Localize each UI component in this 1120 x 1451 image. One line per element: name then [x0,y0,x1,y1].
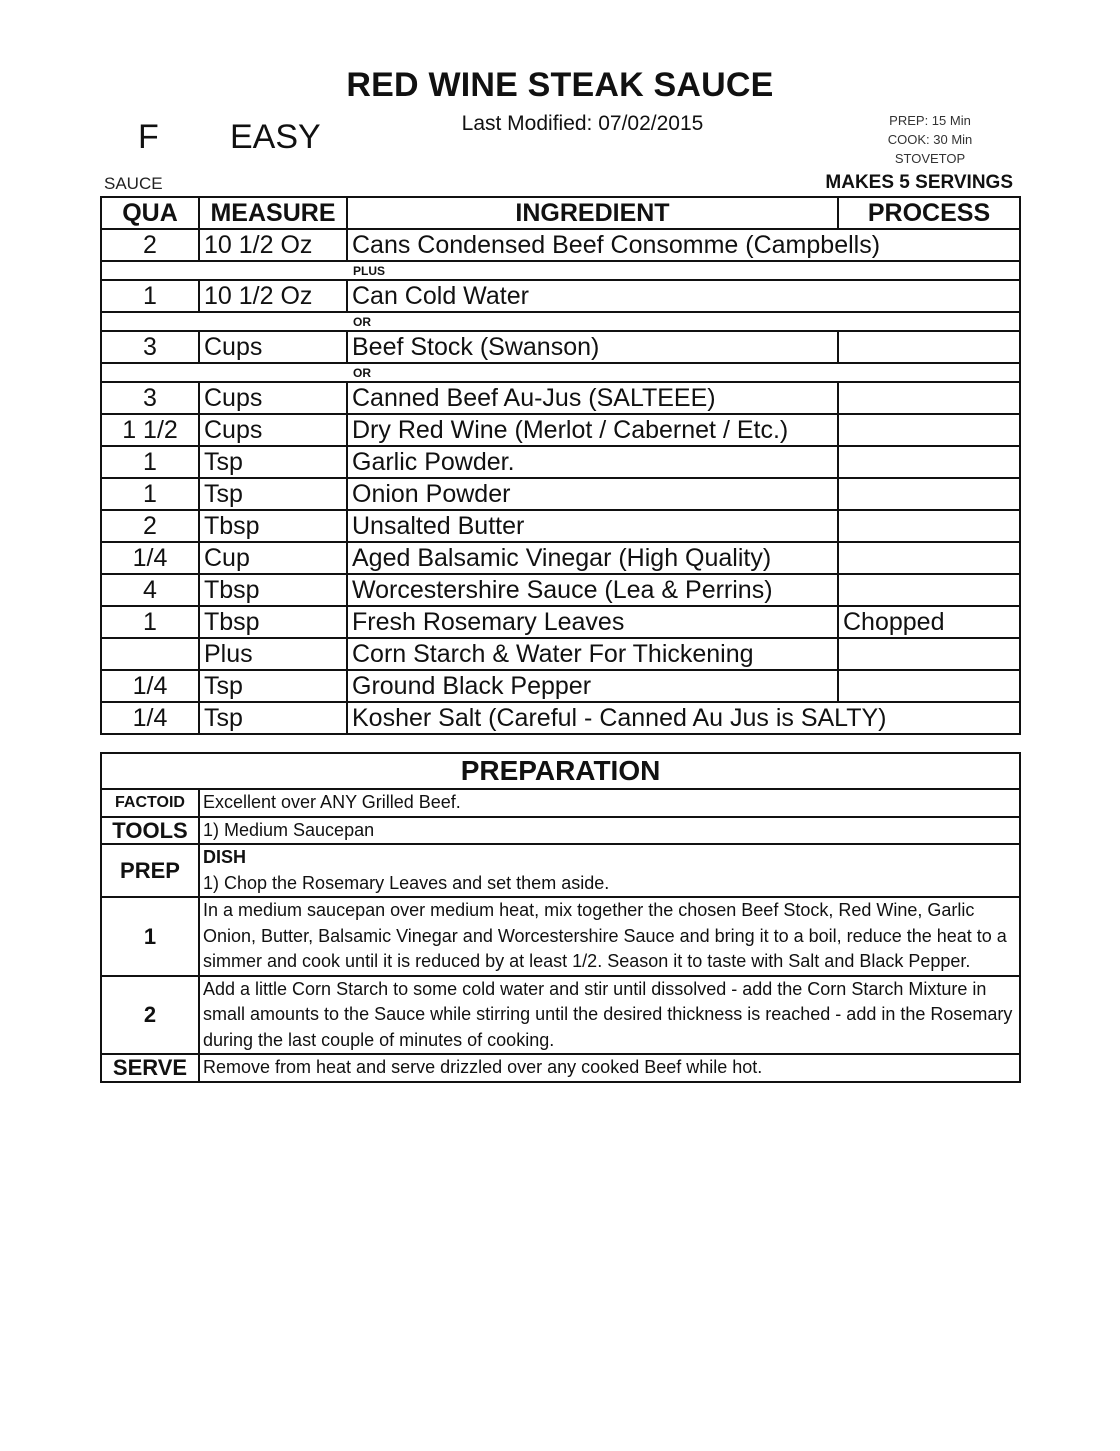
time-info [856,111,1004,168]
ingredient-row [101,542,1020,574]
servings-label: MAKES 5 SERVINGS [825,172,1013,193]
ingredient-row [101,606,1020,638]
tools-row [101,817,1020,845]
serve-row [101,1054,1020,1082]
step-number: 1 [101,897,199,976]
ingredient-row [101,670,1020,702]
tools-label: TOOLS [101,817,199,845]
ingredient-measure: Cups [199,382,347,414]
grade-label: F [138,118,159,156]
ingredient-qty: 3 [101,382,199,414]
ingredients-header-row [101,197,1020,229]
ingredient-measure: Plus [199,638,347,670]
ingredient-name: Dry Red Wine (Merlot / Cabernet / Etc.) [347,414,838,446]
ingredient-process [838,542,1020,574]
preparation-table [100,752,1021,1083]
cook-time: COOK: 30 Min [887,132,973,147]
step-row [101,976,1020,1055]
col-header-qty: QUA [101,197,199,229]
difficulty-label: EASY [230,118,321,156]
ingredient-process [838,510,1020,542]
ingredient-qty: 1/4 [101,702,199,734]
ingredient-process [838,638,1020,670]
ingredient-name: Garlic Powder. [347,446,838,478]
ingredient-qty: 2 [101,510,199,542]
ingredient-name: Canned Beef Au-Jus (SALTEEE) [347,382,838,414]
ingredient-process [838,574,1020,606]
ingredient-process [838,670,1020,702]
ingredient-process [838,478,1020,510]
prep-cell [199,844,1020,897]
recipe-title: RED WINE STEAK SAUCE [346,66,774,104]
serve-text: Remove from heat and serve drizzled over any cooked Beef while hot. [199,1054,1020,1082]
col-header-process: PROCESS [838,197,1020,229]
tools-text: 1) Medium Saucepan [199,817,1020,845]
separator-label: OR [353,314,371,329]
ingredient-row [101,638,1020,670]
separator-label: PLUS [353,263,386,278]
ingredient-separator [101,363,1020,382]
factoid-label: FACTOID [101,789,199,817]
prep-row [101,844,1020,897]
ingredient-qty: 1 [101,606,199,638]
step-row [101,897,1020,976]
ingredient-name: Unsalted Butter [347,510,838,542]
cook-method: STOVETOP [894,151,966,166]
ingredient-qty: 4 [101,574,199,606]
col-header-measure: MEASURE [199,197,347,229]
ingredient-measure: Cups [199,414,347,446]
ingredient-row [101,574,1020,606]
ingredient-qty [101,638,199,670]
ingredient-row [101,382,1020,414]
ingredient-qty: 1 [101,446,199,478]
ingredient-measure: Tsp [199,670,347,702]
ingredient-name: Beef Stock (Swanson) [347,331,838,363]
ingredient-measure: Cup [199,542,347,574]
ingredient-row [101,229,1020,261]
ingredient-name: Onion Powder [347,478,838,510]
ingredient-separator [101,261,1020,280]
prep-label: PREP [101,844,199,897]
preparation-heading-row [101,753,1020,789]
ingredient-row [101,702,1020,734]
ingredient-name: Corn Starch & Water For Thickening [347,638,838,670]
ingredient-qty: 3 [101,331,199,363]
ingredient-name: Fresh Rosemary Leaves [347,606,838,638]
ingredient-row [101,280,1020,312]
ingredient-name: Kosher Salt (Careful - Canned Au Jus is SALTY) [347,702,1020,734]
ingredient-qty: 1 [101,478,199,510]
ingredient-measure: Tbsp [199,606,347,638]
ingredients-table [100,196,1021,735]
prep-text: 1) Chop the Rosemary Leaves and set them aside. [203,872,610,893]
factoid-row [101,789,1020,817]
ingredient-row [101,510,1020,542]
ingredient-measure: 10 1/2 Oz [199,229,347,261]
ingredient-separator [101,312,1020,331]
ingredient-qty: 1/4 [101,542,199,574]
ingredient-name: Ground Black Pepper [347,670,838,702]
prep-subheading: DISH [203,847,247,867]
ingredient-measure: Tsp [199,702,347,734]
step-text: In a medium saucepan over medium heat, mix together the chosen Beef Stock, Red Wine, Garlic Onion, Butter, Balsamic Vinegar and Worcestershire Sauce and bring it to a boil, reduce the heat to a simmer and cook until it is reduced by at least 1/2. Season it to taste with Salt and Black Pepper. [199,897,1020,976]
recipe-category: SAUCE [104,174,163,193]
ingredient-row [101,446,1020,478]
last-modified: Last Modified: 07/02/2015 [461,112,704,135]
ingredient-qty: 2 [101,229,199,261]
ingredient-process [838,446,1020,478]
step-text: Add a little Corn Starch to some cold water and stir until dissolved - add the Corn Starch Mixture in small amounts to the Sauce while stirring until the desired thickness is reached - add in the Rosemary during the last couple of minutes of cooking. [199,976,1020,1055]
ingredient-name: Aged Balsamic Vinegar (High Quality) [347,542,838,574]
prep-time: PREP: 15 Min [889,113,971,128]
ingredient-process [838,414,1020,446]
ingredient-process [838,331,1020,363]
ingredient-process: Chopped [838,606,1020,638]
factoid-text: Excellent over ANY Grilled Beef. [199,789,1020,817]
ingredient-measure: Cups [199,331,347,363]
ingredient-row [101,478,1020,510]
ingredient-measure: Tsp [199,446,347,478]
ingredient-measure: Tbsp [199,510,347,542]
ingredient-measure: Tsp [199,478,347,510]
ingredient-qty: 1 [101,280,199,312]
ingredient-measure: 10 1/2 Oz [199,280,347,312]
ingredient-process [838,382,1020,414]
ingredient-row [101,331,1020,363]
ingredient-name: Cans Condensed Beef Consomme (Campbells) [347,229,1020,261]
ingredient-name: Worcestershire Sauce (Lea & Perrins) [347,574,838,606]
col-header-ingredient: INGREDIENT [347,197,838,229]
ingredient-name: Can Cold Water [347,280,1020,312]
separator-label: OR [353,365,371,380]
ingredient-qty: 1/4 [101,670,199,702]
ingredient-measure: Tbsp [199,574,347,606]
step-number: 2 [101,976,199,1055]
serve-label: SERVE [101,1054,199,1082]
ingredient-qty: 1 1/2 [101,414,199,446]
preparation-heading: PREPARATION [101,753,1020,789]
ingredient-row [101,414,1020,446]
